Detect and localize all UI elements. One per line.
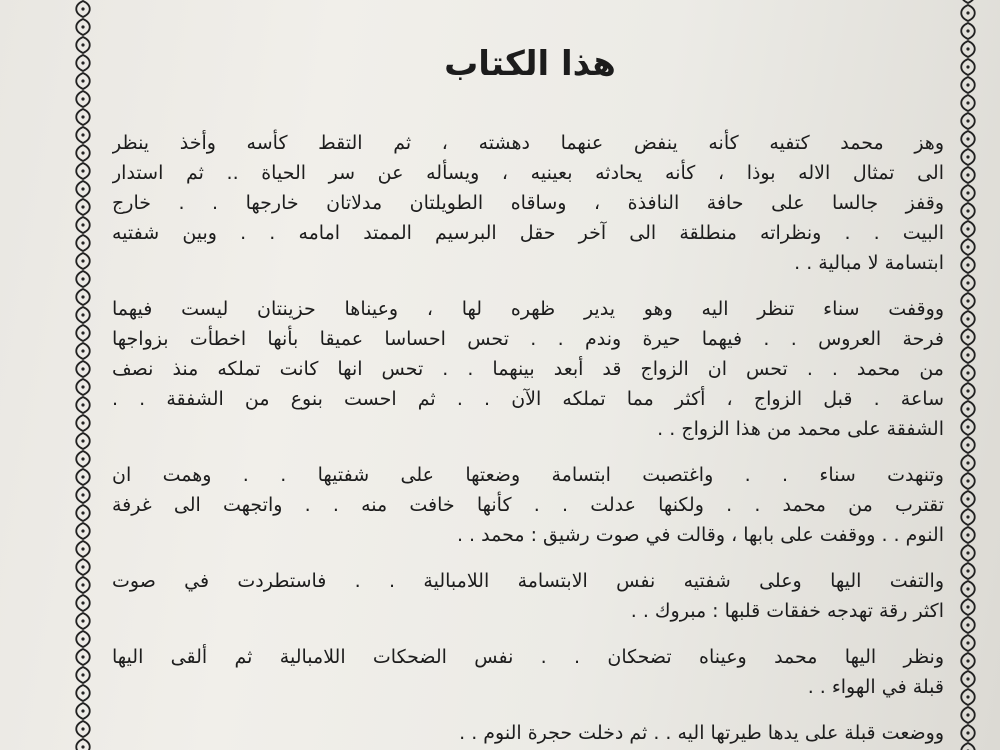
text-line: والتفت اليها وعلى شفتيه نفس الابتسامة اللامبالية . . فاستطردت في صوت (112, 570, 944, 592)
paragraph-1 (112, 128, 944, 278)
text-line: تقترب من محمد . . ولكنها عدلت . . كأنها خافت منه . . واتجهت الى غرفة (112, 494, 944, 516)
text-line: فرحة العروس . . فيهما حيرة وندم . . تحس احساسا عميقا بأنها اخطأت بزواجها (112, 328, 944, 350)
chain-border-icon (70, 0, 96, 750)
text-line: ابتسامة لا مبالية . . (794, 252, 944, 274)
text-line: ووضعت قبلة على يدها طيرتها اليه . . ثم دخلت حجرة النوم . . (459, 722, 944, 744)
text-line: ووقفت سناء تنظر اليه وهو يدير ظهره لها ، وعيناها حزينتان ليست فيهما (112, 298, 944, 320)
paragraph-5 (112, 642, 944, 702)
chain-border-icon (955, 0, 981, 750)
text-line: من محمد . . تحس ان الزواج قد أبعد بينهما . . تحس انها كانت تملكه منذ نصف (112, 358, 944, 380)
text-line: النوم . . ووقفت على بابها ، وقالت في صوت رشيق : محمد . . (456, 524, 944, 546)
text-line: الشفقة على محمد من هذا الزواج . . (657, 418, 944, 440)
paragraph-2 (112, 294, 944, 444)
text-line: وتنهدت سناء . . واغتصبت ابتسامة وضعتها على شفتيها . . وهمت ان (112, 464, 944, 486)
text-line: الى تمثال الاله بوذا ، كأنه يحادثه بعينيه ، ويسأله عن سر الحياة .. ثم استدار (112, 162, 944, 184)
text-line: ونظر اليها محمد وعيناه تضحكان . . نفس الضحكات اللامبالية ثم ألقى اليها (112, 646, 944, 668)
page-title: هذا الكتاب (444, 44, 616, 84)
paragraph-4 (112, 566, 944, 626)
text-line: البيت . . ونظراته منطلقة الى آخر حقل البرسيم الممتد امامه . . وبين شفتيه (112, 222, 944, 244)
text-line: وهز محمد كتفيه كأنه ينفض عنهما دهشته ، ثم التقط كأسه وأخذ ينظر (112, 132, 944, 154)
body-text (112, 128, 944, 744)
paragraph-3 (112, 460, 944, 550)
text-line: ساعة . قبل الزواج ، أكثر مما تملكه الآن . . ثم احست بنوع من الشفقة . . (112, 388, 944, 410)
right-decorative-border (955, 0, 981, 750)
text-line: قبلة في الهواء . . (807, 676, 944, 698)
text-line: وقفز جالسا على حافة النافذة ، وساقاه الطويلتان مدلاتان خارجها . . خارج (112, 192, 944, 214)
text-line: اكثر رقة تهدجه خفقات قلبها : مبروك . . (630, 600, 944, 622)
left-decorative-border (70, 0, 96, 750)
paragraph-6 (112, 718, 944, 748)
